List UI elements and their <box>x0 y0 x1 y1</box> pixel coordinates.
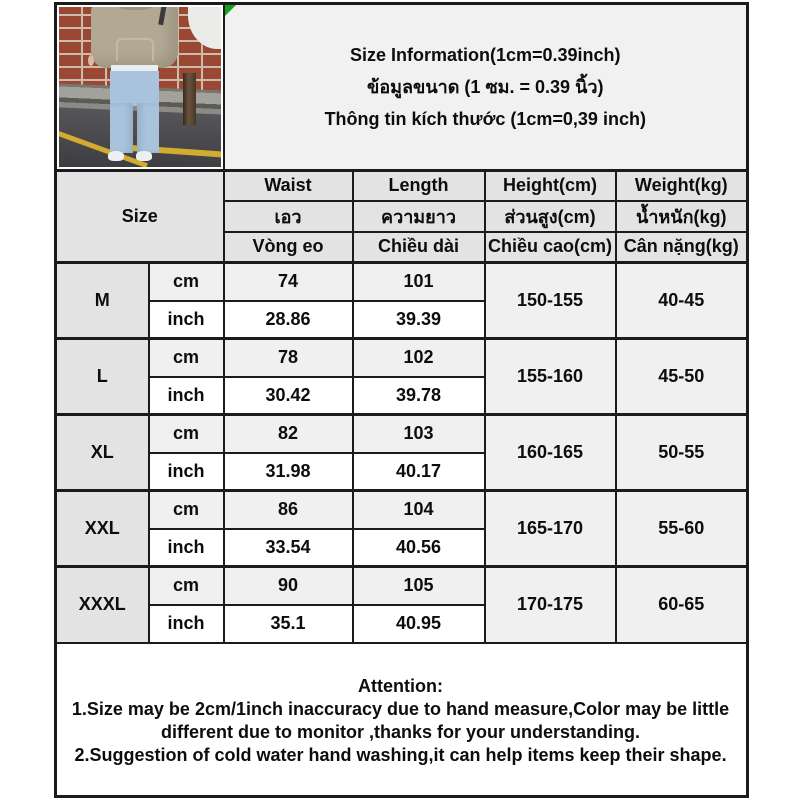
weight-range: 50-55 <box>616 415 748 491</box>
cell-flag-icon <box>225 5 236 16</box>
attention-line2: 2.Suggestion of cold water hand washing,it can help items keep their shape. <box>74 745 727 766</box>
col-height-vi: Chiều cao(cm) <box>485 232 616 263</box>
weight-range: 60-65 <box>616 567 748 643</box>
height-range: 170-175 <box>485 567 616 643</box>
length-inch: 40.56 <box>353 529 485 567</box>
unit-label: inch <box>149 453 224 491</box>
col-height-en: Height(cm) <box>485 171 616 201</box>
size-chart-sheet <box>54 2 746 798</box>
length-inch: 39.39 <box>353 301 485 339</box>
hoodie-pocket <box>116 38 154 61</box>
length-inch: 40.95 <box>353 605 485 643</box>
jeans-hip <box>110 71 159 106</box>
waist-cm: 82 <box>224 415 353 453</box>
size-label: XXXL <box>56 567 149 643</box>
col-height-th: ส่วนสูง(cm) <box>485 201 616 232</box>
waist-inch: 30.42 <box>224 377 353 415</box>
col-waist-th: เอว <box>224 201 353 232</box>
waist-cm: 78 <box>224 339 353 377</box>
unit-label: inch <box>149 529 224 567</box>
title-en: Size Information(1cm=0.39inch) <box>349 45 621 65</box>
weight-range: 55-60 <box>616 491 748 567</box>
title-cell <box>224 4 748 171</box>
product-photo-cell <box>56 4 224 171</box>
unit-label: inch <box>149 377 224 415</box>
left-shoe <box>108 151 124 161</box>
unit-label: cm <box>149 263 224 301</box>
size-label: M <box>56 263 149 339</box>
col-length-en: Length <box>353 171 485 201</box>
waist-cm: 86 <box>224 491 353 529</box>
length-inch: 39.78 <box>353 377 485 415</box>
unit-label: cm <box>149 339 224 377</box>
attention-note <box>56 643 748 797</box>
size-label: XXL <box>56 491 149 567</box>
height-range: 150-155 <box>485 263 616 339</box>
waist-cm: 90 <box>224 567 353 605</box>
height-range: 155-160 <box>485 339 616 415</box>
col-waist-en: Waist <box>224 171 353 201</box>
col-length-th: ความยาว <box>353 201 485 232</box>
weight-range: 45-50 <box>616 339 748 415</box>
col-length-vi: Chiều dài <box>353 232 485 263</box>
hand <box>88 55 94 66</box>
size-label: L <box>56 339 149 415</box>
waist-inch: 35.1 <box>224 605 353 643</box>
length-cm: 105 <box>353 567 485 605</box>
hood <box>118 7 153 10</box>
title-th: ข้อมูลขนาด (1 ซม. = 0.39 นิ้ว) <box>367 77 604 97</box>
col-waist-vi: Vòng eo <box>224 232 353 263</box>
attention-line1: 1.Size may be 2cm/1inch inaccuracy due to hand measure,Color may be little different due to monitor ,thanks for your understanding. <box>71 699 730 743</box>
height-range: 165-170 <box>485 491 616 567</box>
size-label: XL <box>56 415 149 491</box>
size-table <box>54 2 749 798</box>
unit-label: cm <box>149 491 224 529</box>
unit-label: inch <box>149 301 224 339</box>
hoodie <box>91 7 178 68</box>
tree-trunk <box>183 73 196 126</box>
waist-cm: 74 <box>224 263 353 301</box>
length-cm: 102 <box>353 339 485 377</box>
unit-label: cm <box>149 567 224 605</box>
length-inch: 40.17 <box>353 453 485 491</box>
col-weight-th: น้ำหนัก(kg) <box>616 201 748 232</box>
waist-inch: 31.98 <box>224 453 353 491</box>
title-vi: Thông tin kích thước (1cm=0,39 inch) <box>324 109 646 129</box>
unit-label: inch <box>149 605 224 643</box>
size-header: Size <box>56 171 224 263</box>
product-photo <box>59 7 221 167</box>
jeans-left-leg <box>110 103 133 153</box>
weight-range: 40-45 <box>616 263 748 339</box>
jeans-right-leg <box>137 103 160 153</box>
waist-inch: 33.54 <box>224 529 353 567</box>
unit-label: cm <box>149 415 224 453</box>
right-shoe <box>136 151 152 161</box>
model-figure <box>90 7 180 167</box>
length-cm: 104 <box>353 491 485 529</box>
length-cm: 101 <box>353 263 485 301</box>
height-range: 160-165 <box>485 415 616 491</box>
col-weight-vi: Cân nặng(kg) <box>616 232 748 263</box>
waist-inch: 28.86 <box>224 301 353 339</box>
length-cm: 103 <box>353 415 485 453</box>
col-weight-en: Weight(kg) <box>616 171 748 201</box>
attention-heading: Attention: <box>358 676 443 697</box>
